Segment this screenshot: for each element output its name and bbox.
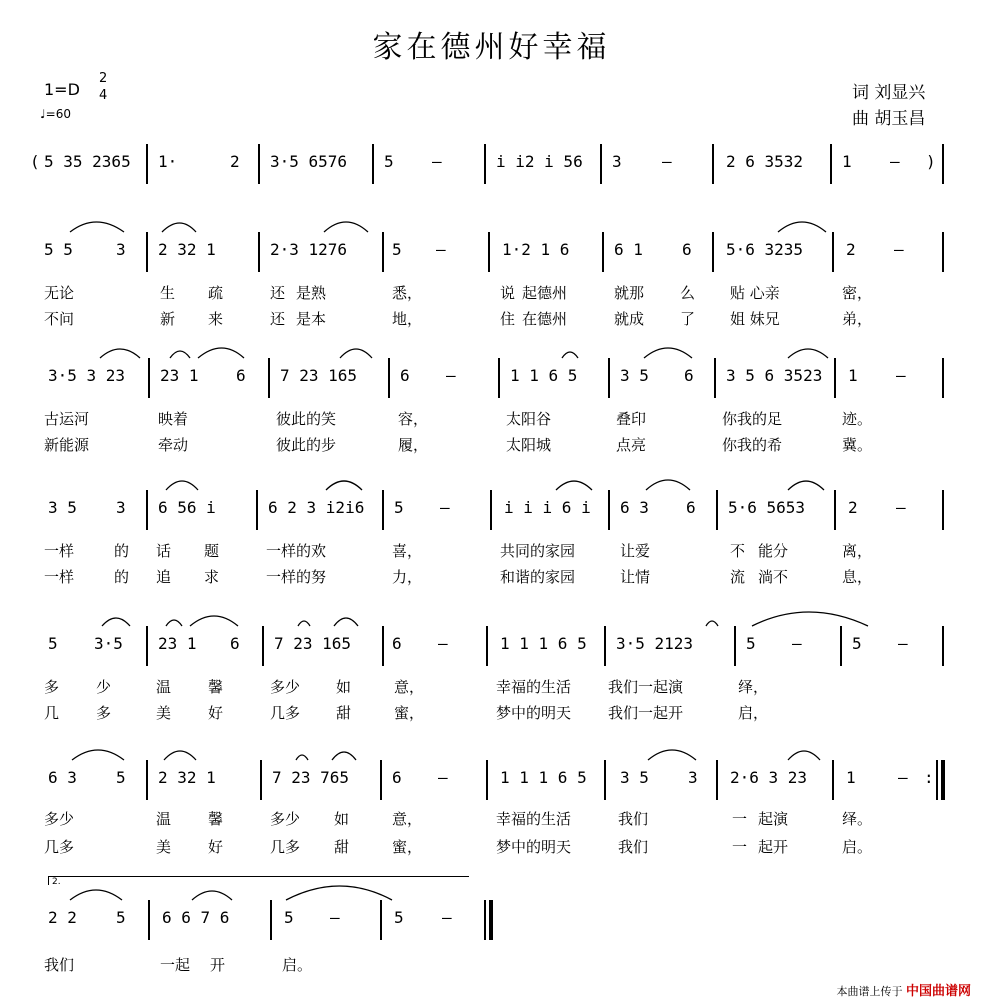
note-group: 3 5 6 3523 [726,366,823,385]
note-group: 3 [116,498,126,517]
lyric: 生 [160,284,176,302]
lyric: 几多 [270,838,301,856]
lyric: 是熟 [296,284,327,302]
lyric: 还 [270,310,286,328]
lyric: 让情 [620,568,651,586]
barline [608,358,610,398]
lyric: 题 [204,542,220,560]
barline [380,760,382,800]
lyric: 美 [156,704,172,722]
time-signature [99,70,107,104]
lyric: 如 [336,678,352,696]
lyric: 流 [730,568,746,586]
site-logo: 中国曲谱网 [905,984,971,999]
dash: – [438,634,448,653]
barline [146,626,148,666]
barline [716,760,718,800]
barline [602,232,604,272]
note-group: 5 [852,634,862,653]
lyric: 的 [114,542,130,560]
lyric: 几 [44,704,60,722]
lyric: 容， [398,410,429,428]
note-group: 5 [746,634,756,653]
lyric: 姐 妹兄 [730,310,780,328]
lyric: 你我的足 [722,410,783,428]
tempo-marking: ♩=60 [40,107,71,121]
note-group: 6 [686,498,696,517]
watermark-text: 本曲谱上传于 [836,985,903,998]
intro-note-group: 1 [842,152,852,171]
barline [834,490,836,530]
lyric: 说 [500,284,516,302]
lyric: 幸福的生活 [496,810,572,828]
note-group: 3 5 [620,366,649,385]
note-group: 23 1 [160,366,199,385]
note-group: 6 [392,768,402,787]
time-signature-bottom: 4 [99,88,108,103]
lyric: 我们 [618,838,649,856]
note-group: 3 5 [620,768,649,787]
intro-note-group: 5 35 2365 [44,152,131,171]
barline [148,900,150,940]
note-group: 1 [846,768,856,787]
lyric: 映着 [158,410,189,428]
note-group: 6 [400,366,410,385]
note-group: 5·6 3235 [726,240,804,259]
barline [146,760,148,800]
note-group: 2 [848,498,858,517]
lyric: 多 [44,678,60,696]
lyric: 启。 [282,956,313,974]
lyric: 疏 [208,284,224,302]
lyric: 一 [732,838,748,856]
note-group: 1·2 1 6 [502,240,570,259]
note-group: 3·5 [94,634,123,653]
intro-dash: – [432,152,442,171]
lyric: 我们 [44,956,75,974]
lyric: 梦中的明天 [496,838,572,856]
lyric: 叠印 [616,410,647,428]
lyric: 能分 [758,542,789,560]
lyric: 就成 [614,310,645,328]
lyric: 梦中的明天 [496,704,572,722]
lyric: 迹。 [842,410,873,428]
note-group: 1 1 1 6 5 [500,634,587,653]
barline [712,144,714,184]
lyric: 意， [392,810,423,828]
barline [608,490,610,530]
lyric: 我们 [618,810,649,828]
barline [382,232,384,272]
lyric: 冀。 [842,436,873,454]
lyric: 话 [156,542,172,560]
dash: – [330,908,340,927]
lyric: 我们一起开 [608,704,684,722]
time-signature-top: 2 [99,71,108,86]
note-group: 6 3 [620,498,649,517]
note-group: 1 1 1 6 5 [500,768,587,787]
dash: – [898,634,908,653]
note-group: 7 23 165 [280,366,358,385]
barline [942,490,944,530]
dash: – [442,908,452,927]
lyric: 起德州 [522,284,568,302]
lyric: 幸福的生活 [496,678,572,696]
barline [832,760,834,800]
dash: – [896,366,906,385]
barline [604,626,606,666]
note-group: 3 [688,768,698,787]
barline [942,144,944,184]
dash: – [440,498,450,517]
lyric: 追 [156,568,172,586]
barline [148,358,150,398]
barline [382,490,384,530]
barline [372,144,374,184]
barline [600,144,602,184]
lyric: 绎， [738,678,769,696]
intro-note-group: 2 6 3532 [726,152,804,171]
lyric: 多少 [270,678,301,696]
lyric: 了 [680,310,696,328]
lyric: 悉， [392,284,423,302]
barline [716,490,718,530]
note-group: 2 32 1 [158,768,216,787]
lyric: 几多 [44,838,75,856]
lyric: 来 [208,310,224,328]
lyric: 求 [204,568,220,586]
lyric: 密， [842,284,873,302]
lyric: 彼此的步 [276,436,337,454]
barline [380,900,382,940]
lyric: 共同的家园 [500,542,576,560]
lyric: 一样 [44,568,75,586]
note-group: 5 [394,498,404,517]
barline [834,358,836,398]
barline [146,144,148,184]
barline [498,358,500,398]
note-group: 5 [284,908,294,927]
lyric: 无论 [44,284,75,302]
note-group: 3·5 2123 [616,634,694,653]
barline [146,232,148,272]
lyric: 蜜， [394,704,425,722]
lyric: 蜜， [392,838,423,856]
barline [258,144,260,184]
note-group: 6 1 [614,240,643,259]
lyric: 多少 [44,810,75,828]
lyric: 起演 [758,810,789,828]
barline [262,626,264,666]
lyric: 绎。 [842,810,873,828]
note-group: 5 [48,634,58,653]
note-group: 6 [230,634,240,653]
volta-label: 2. [52,877,61,887]
intro-note-group: 3 [612,152,622,171]
note-group: 6 [684,366,694,385]
note-group: 2·6 3 23 [730,768,808,787]
lyric: 启， [738,704,769,722]
lyric: 新能源 [44,436,90,454]
lyric: 起开 [758,838,789,856]
barline [830,144,832,184]
lyricist-credit: 词 刘显兴 [852,83,926,103]
intro-note-group: 1· [158,152,178,171]
dash: – [436,240,446,259]
lyric: 一样的欢 [266,542,327,560]
lyric: 就那 [614,284,645,302]
lyric: 意， [394,678,425,696]
barline [734,626,736,666]
lyric: 和谐的家园 [500,568,576,586]
barline [258,232,260,272]
barline [146,490,148,530]
lyric: 地， [392,310,423,328]
page-title: 家在德州好幸福 [372,30,611,65]
repeat-barline-thick [941,760,945,800]
note-group: 5 5 [44,240,73,259]
barline [942,232,944,272]
lyric: 一起 [160,956,191,974]
lyric: 太阳城 [506,436,552,454]
lyric: 如 [334,810,350,828]
intro-paren-open: ( [30,152,40,171]
barline [270,900,272,940]
note-group: 2 [846,240,856,259]
intro-dash: – [890,152,900,171]
note-group: 3 5 [48,498,77,517]
note-group: 5 [116,908,126,927]
composer-credit: 曲 胡玉昌 [852,109,926,129]
note-group: 6 [392,634,402,653]
lyric: 让爱 [620,542,651,560]
lyric: 温 [156,678,172,696]
note-group: 1 [848,366,858,385]
note-group: 6 3 [48,768,77,787]
repeat-dots: : [924,768,934,787]
note-group: 7 23 165 [274,634,352,653]
barline [712,232,714,272]
barline [840,626,842,666]
note-group: 6 56 i [158,498,216,517]
lyric: 一样的努 [266,568,327,586]
intro-paren-close: ) [926,152,936,171]
lyric: 在德州 [522,310,568,328]
barline [488,232,490,272]
note-group: 7 23 765 [272,768,350,787]
lyric: 还 [270,284,286,302]
lyric: 弟， [842,310,873,328]
lyric: 馨 [208,678,224,696]
lyric: 多 [96,704,112,722]
barline [388,358,390,398]
note-group: 5·6 5653 [728,498,806,517]
barline [486,626,488,666]
barline [490,490,492,530]
barline [268,358,270,398]
intro-note-group: i i2 i 56 [496,152,583,171]
lyric: 多少 [270,810,301,828]
lyric: 点亮 [616,436,647,454]
lyric: 甜 [334,838,350,856]
intro-note-group: 3·5 6576 [270,152,348,171]
note-group: 1 1 6 5 [510,366,578,385]
lyric: 履， [398,436,429,454]
barline [942,358,944,398]
lyric: 不 [730,542,746,560]
final-barline-thin [484,900,486,940]
lyric: 彼此的笑 [276,410,337,428]
lyric: 启。 [842,838,873,856]
note-group: 6 [682,240,692,259]
lyric: 离， [842,542,873,560]
barline [382,626,384,666]
note-group: 5 [394,908,404,927]
lyric: 我们一起演 [608,678,684,696]
note-group: 2 32 1 [158,240,216,259]
repeat-barline-thin [936,760,938,800]
watermark [836,980,971,999]
barline [486,760,488,800]
dash: – [894,240,904,259]
final-barline-thick [489,900,493,940]
dash: – [792,634,802,653]
barline [604,760,606,800]
note-group: 6 [236,366,246,385]
note-group: 6 2 3 i2i6 [268,498,365,517]
lyric: 一 [732,810,748,828]
lyric: 么 [680,284,696,302]
barline [942,626,944,666]
barline [714,358,716,398]
dash: – [438,768,448,787]
note-group: i i i 6 i [504,498,591,517]
note-group: 3 [116,240,126,259]
dash: – [898,768,908,787]
lyric: 牵动 [158,436,189,454]
lyric: 少 [96,678,112,696]
lyric: 甜 [336,704,352,722]
key-signature: 1=D [44,80,80,99]
note-group: 5 [116,768,126,787]
dash: – [896,498,906,517]
barline [260,760,262,800]
lyric: 开 [210,956,226,974]
barline [484,144,486,184]
lyric: 古运河 [44,410,90,428]
lyric: 不问 [44,310,75,328]
lyric: 住 [500,310,516,328]
lyric: 几多 [270,704,301,722]
lyric: 新 [160,310,176,328]
lyric: 息， [842,568,873,586]
lyric: 一样 [44,542,75,560]
barline [832,232,834,272]
lyric: 美 [156,838,172,856]
note-group: 5 [392,240,402,259]
barline [256,490,258,530]
lyric: 贴 心亲 [730,284,780,302]
note-group: 2·3 1276 [270,240,348,259]
lyric: 好 [208,704,224,722]
lyric: 太阳谷 [506,410,552,428]
lyric: 是本 [296,310,327,328]
dash: – [446,366,456,385]
lyric: 馨 [208,810,224,828]
intro-dash: – [662,152,672,171]
lyric: 喜， [392,542,423,560]
intro-note-group: 2 [230,152,240,171]
note-group: 2 2 [48,908,77,927]
lyric: 的 [114,568,130,586]
lyric: 淌不 [758,568,789,586]
note-group: 6 6 7 6 [162,908,230,927]
lyric: 温 [156,810,172,828]
note-group: 23 1 [158,634,197,653]
lyric: 好 [208,838,224,856]
intro-note-group: 5 [384,152,394,171]
note-group: 3·5 3 23 [48,366,126,385]
lyric: 你我的希 [722,436,783,454]
lyric: 力， [392,568,423,586]
